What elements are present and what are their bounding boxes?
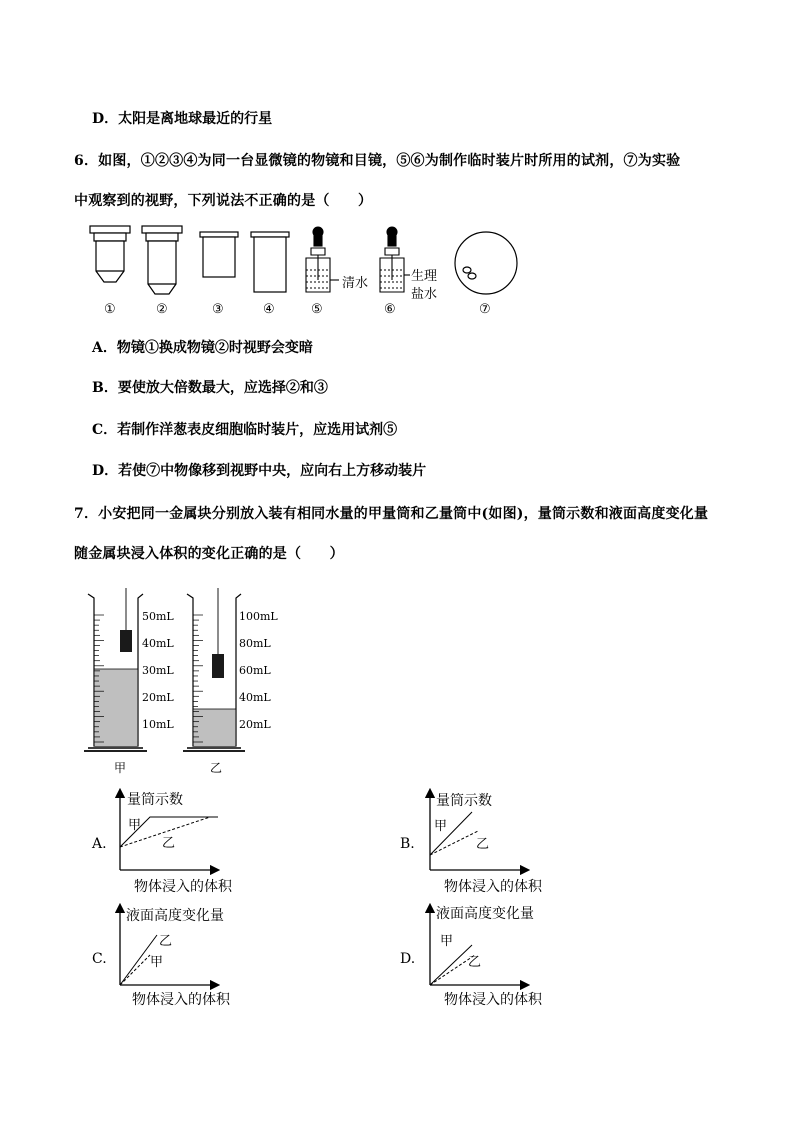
cylinder-jia-name: 甲 [114, 761, 127, 775]
tick-jia-10: 10mL [142, 718, 174, 731]
reagent-5-label: 清水 [342, 276, 369, 291]
graph-d-solid-label: 甲 [440, 934, 454, 949]
q6-stem-line1: 6．如图，①②③④为同一台显微镜的物镜和目镜，⑤⑥为制作临时装片时所用的试剂，⑦为实验 [74, 153, 681, 169]
figure-label-3: ③ [212, 302, 224, 317]
eyepiece-4 [251, 232, 289, 292]
graph-b-xlabel: 物体浸入的体积 [444, 879, 542, 895]
dropper-bottle-5 [306, 227, 339, 292]
graph-a-solid-label: 甲 [128, 818, 142, 833]
objective-lens-1 [90, 226, 130, 282]
q5-option-d: D．太阳是离地球最近的行星 [92, 111, 273, 127]
graph-b-solid-label: 甲 [434, 819, 448, 834]
figure-label-7: ⑦ [479, 302, 491, 317]
graph-a-xlabel: 物体浸入的体积 [134, 879, 232, 895]
cylinder-yi-name: 乙 [210, 761, 223, 775]
cylinders-figure [80, 588, 380, 778]
graph-b-letter: B. [400, 836, 415, 852]
graph-c-ylabel: 液面高度变化量 [126, 908, 224, 924]
graph-a-ylabel: 量筒示数 [127, 792, 183, 808]
tick-jia-50: 50mL [142, 610, 174, 623]
cylinder-yi [183, 588, 245, 751]
tick-yi-100: 100mL [239, 610, 278, 623]
graph-a-letter: A. [92, 836, 107, 852]
graph-c-solid-label: 乙 [159, 934, 173, 949]
q6-stem-line2: 中观察到的视野，下列说法不正确的是（ ） [74, 193, 373, 209]
q7-stem-line1: 7．小安把同一金属块分别放入装有相同水量的甲量筒和乙量筒中(如图)，量筒示数和液面高度变化量 [74, 506, 709, 522]
dropper-bottle-6 [380, 227, 410, 292]
metal-block-yi [212, 654, 224, 678]
graph-b [420, 785, 660, 895]
graph-c [110, 900, 350, 1010]
graph-b-dashed-label: 乙 [476, 837, 490, 852]
q6-option-c: C．若制作洋葱表皮细胞临时装片，应选用试剂⑤ [92, 422, 398, 438]
reagent-6-label-line1: 生理 [411, 269, 438, 284]
figure-label-2: ② [156, 302, 168, 317]
reagent-6-label-line2: 盐水 [411, 287, 438, 302]
q7-stem-line2: 随金属块浸入体积的变化正确的是（ ） [74, 546, 344, 562]
graph-a [110, 785, 350, 895]
q6-option-a: A．物镜①换成物镜②时视野会变暗 [92, 340, 313, 356]
graph-d-dashed-label: 乙 [468, 955, 482, 970]
figure-label-4: ④ [263, 302, 275, 317]
graph-a-dashed-label: 乙 [162, 836, 176, 851]
graph-c-letter: C. [92, 951, 107, 967]
figure-label-6: ⑥ [384, 302, 396, 317]
tick-jia-30: 30mL [142, 664, 174, 677]
tick-yi-80: 80mL [239, 637, 271, 650]
figure-label-5: ⑤ [311, 302, 323, 317]
eyepiece-3 [200, 232, 238, 277]
tick-yi-20: 20mL [239, 718, 271, 731]
q6-option-b: B．要使放大倍数最大，应选择②和③ [92, 380, 328, 396]
q6-figure [0, 218, 794, 328]
tick-yi-60: 60mL [239, 664, 271, 677]
tick-jia-40: 40mL [142, 637, 174, 650]
metal-block-jia [120, 630, 132, 652]
graph-c-dashed-label: 甲 [150, 955, 164, 970]
graph-b-ylabel: 量筒示数 [436, 793, 492, 809]
graph-d-letter: D. [400, 951, 416, 967]
objective-lens-2 [142, 226, 182, 294]
graph-d-xlabel: 物体浸入的体积 [444, 992, 542, 1008]
graph-c-xlabel: 物体浸入的体积 [132, 992, 230, 1008]
graph-d-ylabel: 液面高度变化量 [436, 906, 534, 922]
q6-option-d: D．若使⑦中物像移到视野中央，应向右上方移动装片 [92, 463, 427, 479]
graph-d [420, 900, 660, 1010]
figure-label-1: ① [104, 302, 116, 317]
field-of-view-7 [455, 232, 517, 294]
tick-yi-40: 40mL [239, 691, 271, 704]
cylinder-jia [84, 588, 147, 751]
tick-jia-20: 20mL [142, 691, 174, 704]
